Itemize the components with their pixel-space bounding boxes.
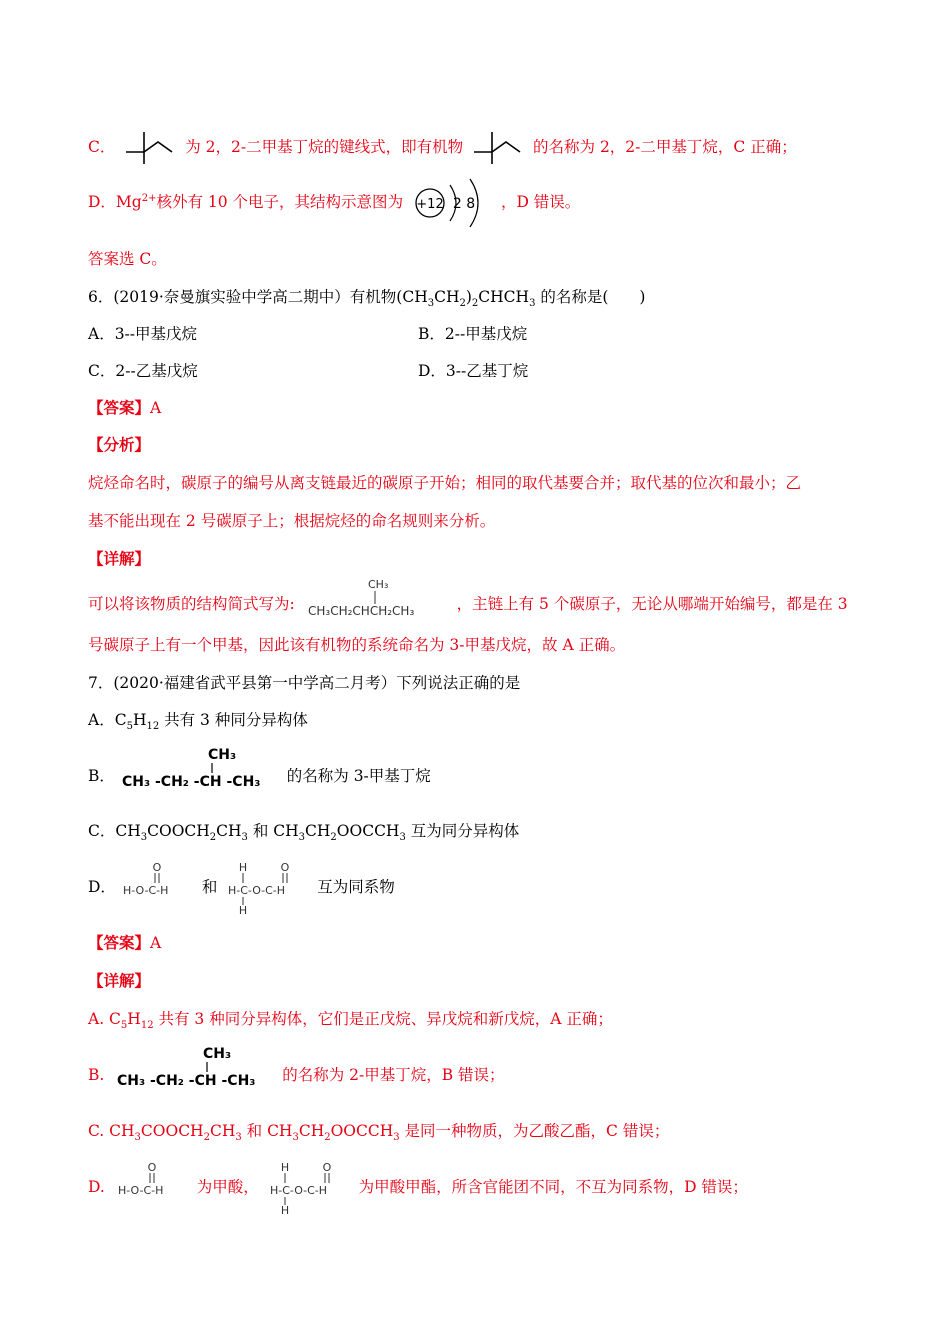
struct-main-chain: CH₃CH₂CHCH₂CH₃ [307, 604, 414, 618]
t: 和 CH [247, 822, 299, 840]
q6-stem-e: 的名称是( ) [535, 288, 646, 306]
sub: 3 [235, 1132, 242, 1144]
q7-d-mid: 和 [201, 878, 218, 896]
q6-option-c: C．2--乙基戊烷 [88, 362, 198, 380]
q7-detail-c [88, 1120, 669, 1142]
formic-acid-chain: H-O-C-H [122, 884, 169, 897]
q7-a-prefix: A．C [88, 711, 127, 729]
q7-a-end: 共有 3 种同分异构体 [159, 711, 308, 729]
bold-ch3-top: CH₃ [203, 1046, 232, 1062]
methyl-formate-chain: H-C-O-C-H [228, 884, 286, 897]
t: OOCCH [330, 1122, 394, 1140]
sub: 2 [471, 298, 479, 310]
t: CH [305, 822, 331, 840]
t: 的名称为 2-甲基丁烷，B 错误； [282, 1066, 505, 1084]
h-atom: H [280, 1204, 289, 1215]
q5-c-prefix: C． [88, 138, 116, 156]
sub: 5 [126, 721, 133, 733]
sub: 3 [393, 1132, 400, 1144]
t: B. [88, 1066, 105, 1084]
methyl-formate-chain: H-C-O-C-H [269, 1184, 327, 1197]
sub: 2 [324, 1132, 331, 1144]
answer-label: 【答案】 [88, 933, 151, 952]
sub: 5 [120, 1020, 128, 1032]
t: C．CH [88, 822, 141, 840]
sub: 3 [427, 298, 435, 310]
t: 为甲酸甲酯，所含官能团不同，不互为同系物，D 错误； [358, 1178, 748, 1196]
mg-nucleus-label: +12 [416, 197, 444, 212]
sub: 3 [529, 298, 536, 310]
q7-option-d [88, 861, 395, 915]
q5-d-charge: 2+ [141, 192, 157, 204]
sub: 2 [330, 832, 337, 844]
q6-analysis-line2: 基不能出现在 2 号碳原子上；根据烷烃的命名规则来分析。 [88, 512, 496, 530]
sub: 3 [241, 832, 248, 844]
skeletal-formula-2-2-dimethylbutane [124, 130, 176, 166]
q6-answer [88, 397, 161, 419]
q7-detail-b [88, 1046, 505, 1088]
q7-b-end: 的名称为 3-甲基丁烷 [286, 767, 431, 785]
o-atom: O [152, 861, 162, 874]
q7-answer [88, 932, 161, 954]
q7-detail-label: 【详解】 [88, 971, 151, 990]
q7-d-prefix: D． [88, 878, 116, 896]
q6-detail-b: ，主链上有 5 个碳原子，无论从哪端开始编号，都是在 3 [456, 595, 848, 613]
sub: 2 [203, 1132, 210, 1144]
q5-option-c [88, 130, 797, 166]
t: COOCH [147, 822, 210, 840]
bold-main-chain: CH₃ -CH₂ -CH -CH₃ [117, 1073, 256, 1088]
skeletal-formula-2-2-dimethylbutane-2 [472, 130, 524, 166]
sub: 12 [140, 1020, 154, 1032]
bold-main-chain: CH₃ -CH₂ -CH -CH₃ [121, 774, 261, 789]
q5-d-end: ，D 错误。 [500, 193, 581, 211]
t: 为甲酸， [196, 1178, 259, 1196]
o-atom: O [147, 1161, 157, 1174]
methyl-formate-structure-detail [268, 1159, 354, 1215]
q6-detail-label: 【详解】 [88, 549, 151, 568]
sub: 3 [134, 1132, 141, 1144]
h-atom: H [280, 1161, 289, 1174]
formic-acid-structure [121, 859, 193, 899]
t: C. CH [88, 1122, 135, 1140]
q5-c-end: 的名称为 2，2-二甲基丁烷，C 正确； [533, 138, 797, 156]
bold-structure-methylbutane [120, 743, 280, 789]
t: 互为同分异构体 [405, 822, 520, 840]
sub: 3 [399, 832, 406, 844]
sub: 3 [292, 1132, 299, 1144]
t: D. [88, 1178, 105, 1196]
formic-acid-chain: H-O-C-H [117, 1184, 164, 1197]
q5-c-middle: 为 2，2-二甲基丁烷的键线式，即有机物 [185, 138, 464, 156]
answer-label: 【答案】 [88, 398, 151, 417]
t: 共有 3 种同分异构体，它们是正戊烷、异戊烷和新戊烷，A 正确； [153, 1010, 613, 1028]
q6-stem-a: 6．(2019·奈曼旗实验中学高二期中）有机物(CH [88, 288, 428, 306]
sub: 3 [140, 832, 148, 844]
sub: 2 [209, 832, 217, 844]
q6-stem [88, 286, 645, 308]
q7-option-c [88, 820, 519, 842]
q6-analysis-line1: 烷烃命名时，碳原子的编号从离支链最近的碳原子开始；相同的取代基要合并；取代基的位次和最小；乙 [88, 474, 802, 492]
q7-detail-a [88, 1008, 613, 1030]
bold-structure-methylbutane-detail [115, 1042, 275, 1088]
q6-stem-c: ) [465, 288, 472, 306]
mg-ion-structure-diagram [410, 173, 494, 233]
t: CH [298, 1122, 325, 1140]
t: A. C [88, 1010, 121, 1028]
q6-detail-line2: 号碳原子上有一个甲基，因此该有机物的系统命名为 3-甲基戊烷，故 A 正确。 [88, 636, 626, 654]
answer-value: A [150, 399, 162, 417]
formic-acid-structure-detail [116, 1159, 188, 1199]
t: H [127, 1010, 141, 1028]
sub: 12 [146, 721, 160, 733]
sub: 2 [459, 298, 466, 310]
h-atom: H [239, 861, 248, 874]
o-atom: O [280, 861, 290, 874]
t: OOCCH [336, 822, 400, 840]
methyl-formate-structure [226, 859, 312, 915]
q6-detail-line1 [88, 578, 848, 620]
q6-stem-b: CH [434, 288, 460, 306]
q6-analysis-label: 【分析】 [88, 435, 151, 454]
q5-option-d [88, 191, 580, 213]
q7-a-h: H [132, 711, 147, 729]
q7-b-prefix: B． [88, 767, 115, 785]
q7-option-a [88, 709, 308, 731]
q7-d-end: 互为同系物 [317, 878, 395, 896]
t: CH [209, 1122, 236, 1140]
q6-option-d: D．3--乙基丁烷 [418, 362, 529, 380]
q6-option-a: A．3--甲基戊烷 [88, 325, 198, 343]
mg-shell-label: 2 8 [452, 196, 476, 212]
q6-detail-a: 可以将该物质的结构简式写为: [88, 595, 295, 613]
q5-d-prefix: D．Mg [88, 193, 142, 211]
q7-detail-d [88, 1161, 748, 1215]
t: 和 CH [241, 1122, 293, 1140]
q5-d-middle: 核外有 10 个电子，其结构示意图为 [156, 193, 404, 211]
q5-answer: 答案选 C。 [88, 250, 167, 268]
t: COOCH [140, 1122, 204, 1140]
struct-ch3-top: CH₃ [367, 578, 389, 591]
3-methylpentane-condensed-structure [306, 576, 446, 620]
t: 是同一种物质，为乙酸乙酯，C 错误； [399, 1122, 670, 1140]
q7-option-b [88, 747, 431, 789]
bold-ch3-top: CH₃ [207, 747, 236, 763]
q6-stem-d: CHCH [478, 288, 530, 306]
o-atom: O [322, 1161, 331, 1174]
answer-value: A [150, 934, 162, 952]
t: CH [216, 822, 242, 840]
q6-option-b: B．2--甲基戊烷 [418, 325, 528, 343]
sub: 3 [298, 832, 306, 844]
h-atom: H [239, 904, 248, 915]
q7-stem: 7．(2020·福建省武平县第一中学高二月考）下列说法正确的是 [88, 674, 521, 692]
